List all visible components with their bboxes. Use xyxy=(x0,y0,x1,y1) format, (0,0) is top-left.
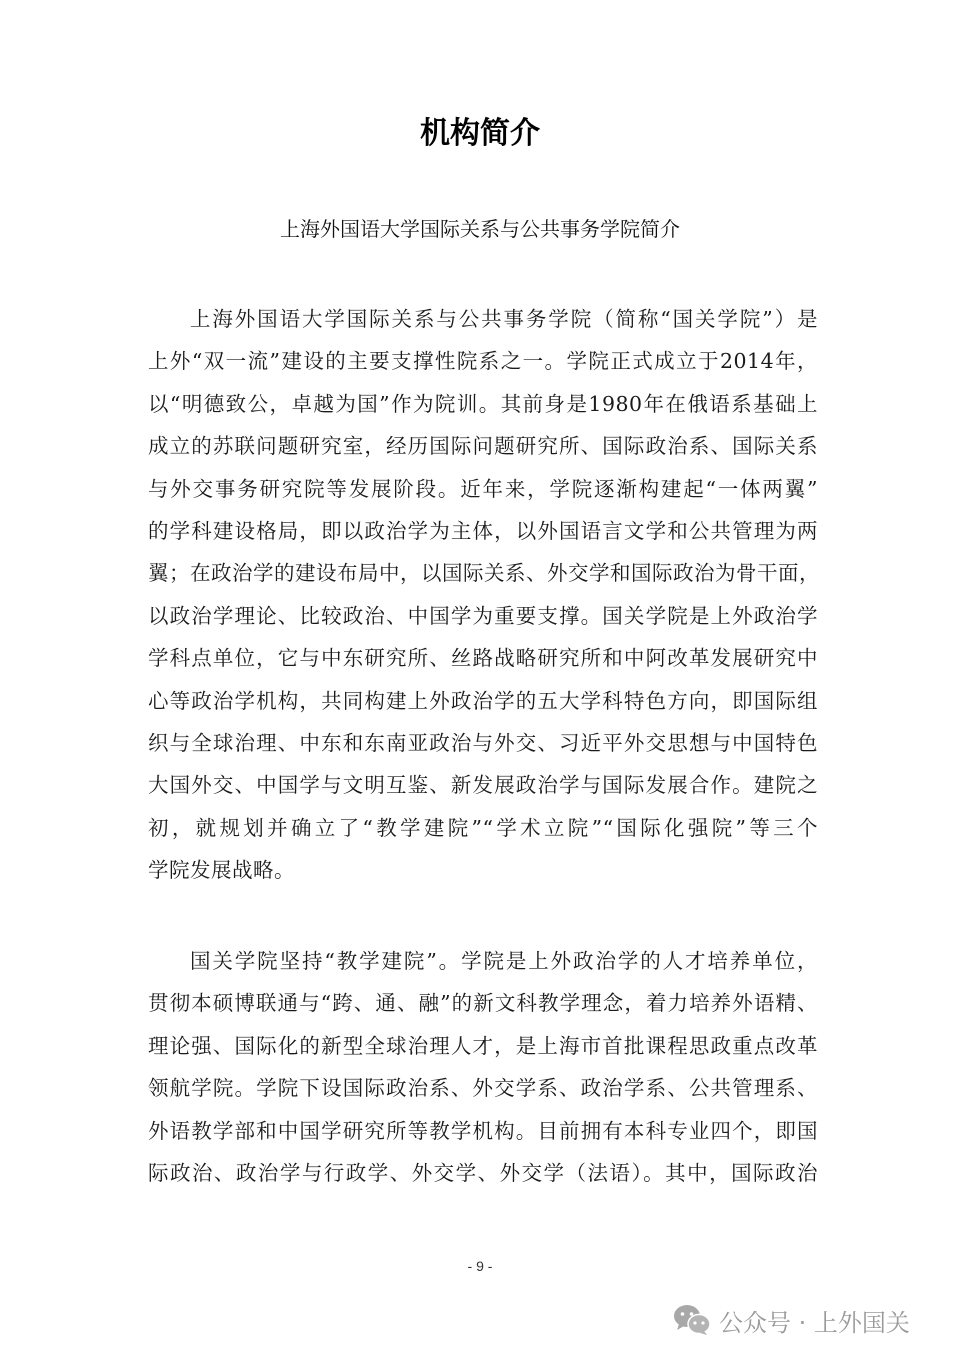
wechat-icon xyxy=(673,1304,711,1336)
section-subtitle: 上海外国语大学国际关系与公共事务学院简介 xyxy=(280,217,680,241)
page-title: 机构简介 xyxy=(420,116,540,151)
paragraph-2 xyxy=(148,940,818,1194)
text-line: 翼；在政治学的建设布局中，以国际关系、外交学和国际政治为骨干面， xyxy=(148,561,820,586)
paragraph-1 xyxy=(148,298,818,891)
text-line: 以“明德致公，卓越为国”作为院训。其前身是1980年在俄语系基础上 xyxy=(148,391,818,416)
text-line: 上海外国语大学国际关系与公共事务学院（简称“国关学院”）是 xyxy=(190,307,818,331)
text-line: 学科点单位，它与中东研究所、丝路战略研究所和中阿改革发展研究中 xyxy=(148,646,818,671)
text-line: 理论强、国际化的新型全球治理人才，是上海市首批课程思政重点改革 xyxy=(148,1033,818,1058)
text-line: 大国外交、中国学与文明互鉴、新发展政治学与国际发展合作。建院之 xyxy=(148,773,818,798)
text-line: 外语教学部和中国学研究所等教学机构。目前拥有本科专业四个，即国 xyxy=(148,1118,818,1143)
text-line: 与外交事务研究院等发展阶段。近年来，学院逐渐构建起“一体两翼” xyxy=(148,476,818,501)
text-line: 的学科建设格局，即以政治学为主体，以外国语言文学和公共管理为两 xyxy=(148,518,818,543)
watermark-text: 公众号 · 上外国关 xyxy=(719,1308,910,1337)
text-line: 上外“双一流”建设的主要支撑性院系之一。学院正式成立于2014年， xyxy=(148,349,818,374)
page-number: - 9 - xyxy=(467,1258,493,1274)
text-line: 学院发展战略。 xyxy=(148,858,295,883)
text-line: 心等政治学机构，共同构建上外政治学的五大学科特色方向，即国际组 xyxy=(148,688,818,713)
text-line: 初，就规划并确立了“教学建院”“学术立院”“国际化强院”等三个 xyxy=(148,815,818,840)
text-line: 贯彻本硕博联通与“跨、通、融”的新文科教学理念，着力培养外语精、 xyxy=(148,991,818,1016)
text-line: 领航学院。学院下设国际政治系、外交学系、政治学系、公共管理系、 xyxy=(148,1076,818,1101)
text-line: 织与全球治理、中东和东南亚政治与外交、习近平外交思想与中国特色 xyxy=(148,730,818,755)
text-line: 际政治、政治学与行政学、外交学、外交学（法语）。其中，国际政治 xyxy=(148,1160,818,1185)
text-line: 国关学院坚持“教学建院”。学院是上外政治学的人才培养单位， xyxy=(190,949,818,973)
text-line: 以政治学理论、比较政治、中国学为重要支撑。国关学院是上外政治学 xyxy=(148,603,818,628)
watermark xyxy=(673,1300,910,1340)
text-line: 成立的苏联问题研究室，经历国际问题研究所、国际政治系、国际关系 xyxy=(148,434,818,459)
